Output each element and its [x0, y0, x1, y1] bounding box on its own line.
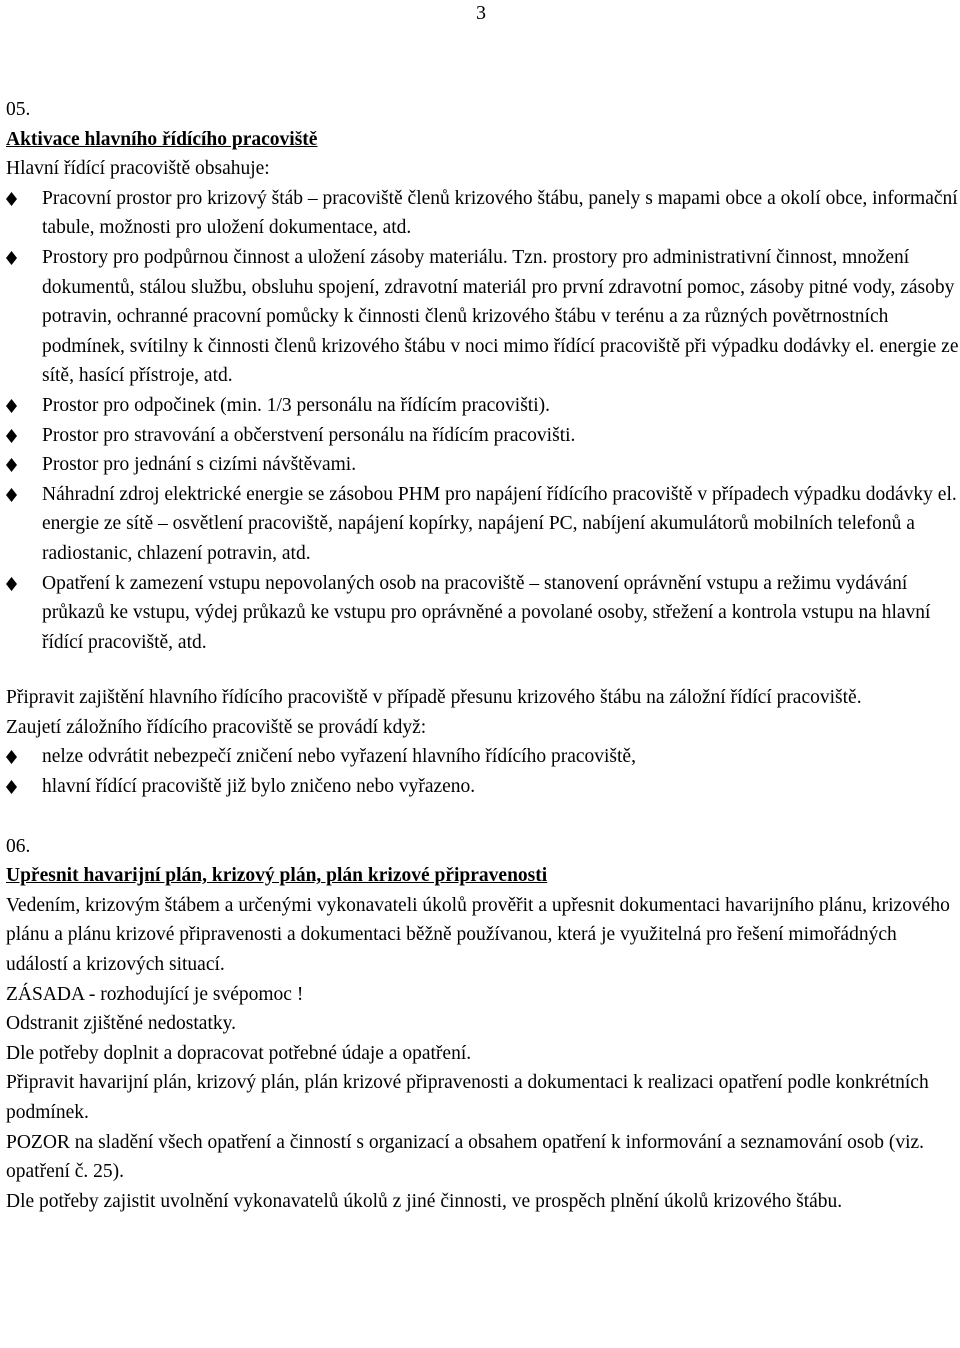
- section-title: Aktivace hlavního řídícího pracoviště: [6, 128, 318, 150]
- list-item: [6, 391, 960, 421]
- paragraph: Zaujetí záložního řídícího pracoviště se provádí když:: [6, 716, 427, 738]
- spacer: [6, 657, 960, 683]
- section-title: Upřesnit havarijní plán, krizový plán, plán krizové připravenosti: [6, 865, 548, 887]
- spacer: [6, 802, 960, 832]
- diamond-bullet-icon: [6, 780, 17, 794]
- list-item: [6, 450, 960, 480]
- list-item: [6, 569, 960, 658]
- list-item-text: Prostor pro stravování a občerstvení personálu na řídícím pracovišti.: [42, 424, 576, 446]
- section-number: 06.: [6, 835, 31, 857]
- list-item: [6, 184, 960, 243]
- section-intro: Hlavní řídící pracoviště obsahuje:: [6, 158, 270, 180]
- paragraph: ZÁSADA - rozhodující je svépomoc !: [6, 983, 304, 1005]
- section-05: [6, 95, 960, 802]
- diamond-bullet-icon: [6, 399, 17, 413]
- diamond-bullet-icon: [6, 750, 17, 764]
- list-item-text: Prostor pro odpočinek (min. 1/3 personálu na řídícím pracovišti).: [42, 394, 550, 416]
- diamond-bullet-icon: [6, 488, 17, 502]
- list-item-text: nelze odvrátit nebezpečí zničení nebo vyřazení hlavního řídícího pracoviště,: [42, 746, 636, 768]
- list-item-text: Opatření k zamezení vstupu nepovolaných osob na pracoviště – stanovení oprávnění vstupu a režimu vydávání průkazů ke vstupu, výdej průkazů ke vstupu pro oprávněné a povolané osoby, střežení a kontrola vstupu na hlavní řídící pracoviště, atd.: [42, 572, 931, 653]
- paragraph: POZOR na sladění všech opatření a činností s organizací a obsahem opatření k informování a seznamování osob (viz. opatření č. 25).: [6, 1131, 925, 1183]
- list-item-text: hlavní řídící pracoviště již bylo zničeno nebo vyřazeno.: [42, 776, 476, 798]
- diamond-bullet-icon: [6, 458, 17, 472]
- diamond-bullet-icon: [6, 192, 17, 206]
- list-item-text: Prostor pro jednání s cizími návštěvami.: [42, 454, 357, 476]
- list-item: [6, 742, 960, 772]
- document-body: [6, 95, 960, 1216]
- diamond-bullet-icon: [6, 577, 17, 591]
- list-item: [6, 421, 960, 451]
- paragraph: Vedením, krizovým štábem a určenými vykonavateli úkolů prověřit a upřesnit dokumentaci havarijního plánu, krizového plánu a plánu krizové připravenosti a dokumentaci běžně používanou, která je využitelná pro řešení mimořádných událostí a krizových situací.: [6, 894, 950, 976]
- list-item-text: Pracovní prostor pro krizový štáb – pracoviště členů krizového štábu, panely s mapami obce a okolí obce, informační tabule, možnosti pro uložení dokumentace, atd.: [42, 187, 958, 239]
- paragraph: Dle potřeby doplnit a dopracovat potřebné údaje a opatření.: [6, 1042, 472, 1064]
- diamond-bullet-icon: [6, 429, 17, 443]
- list-item: [6, 480, 960, 569]
- list-item: [6, 772, 960, 802]
- list-item-text: Náhradní zdroj elektrické energie se zásobou PHM pro napájení řídícího pracoviště v případech výpadku dodávky el. energie ze sítě – osvětlení pracoviště, napájení kopírky, napájení PC, nabíjení akumulátorů mobilních telefonů a radiostanic, chlazení potravin, atd.: [42, 483, 957, 564]
- paragraph: Odstranit zjištěné nedostatky.: [6, 1013, 236, 1035]
- page-number: 3: [476, 2, 486, 24]
- bullet-list: [6, 184, 960, 658]
- bullet-list: [6, 742, 960, 801]
- section-number: 05.: [6, 99, 31, 120]
- list-item: [6, 243, 960, 391]
- paragraph: Připravit zajištění hlavního řídícího pracoviště v případě přesunu krizového štábu na záložní řídící pracoviště.: [6, 687, 862, 709]
- section-06: [6, 832, 960, 1217]
- list-item-text: Prostory pro podpůrnou činnost a uložení zásoby materiálu. Tzn. prostory pro administrativní činnost, množení dokumentů, stálou službu, obsluhu spojení, zdravotní materiál pro první zdravotní pomoc, zásoby pitné vody, zásoby potravin, ochranné pracovní pomůcky k činnosti členů krizového štábu v terénu a za různých povětrnostních podmínek, svítilny k činnosti členů krizového štábu v noci mimo řídící pracoviště při výpadku dodávky el. energie ze sítě, hasící přístroje, atd.: [42, 246, 959, 387]
- paragraph: Připravit havarijní plán, krizový plán, plán krizové připravenosti a dokumentaci k realizaci opatření podle konkrétních podmínek.: [6, 1072, 929, 1123]
- paragraph: Dle potřeby zajistit uvolnění vykonavatelů úkolů z jiné činnosti, ve prospěch plnění úkolů krizového štábu.: [6, 1190, 843, 1212]
- diamond-bullet-icon: [6, 251, 17, 265]
